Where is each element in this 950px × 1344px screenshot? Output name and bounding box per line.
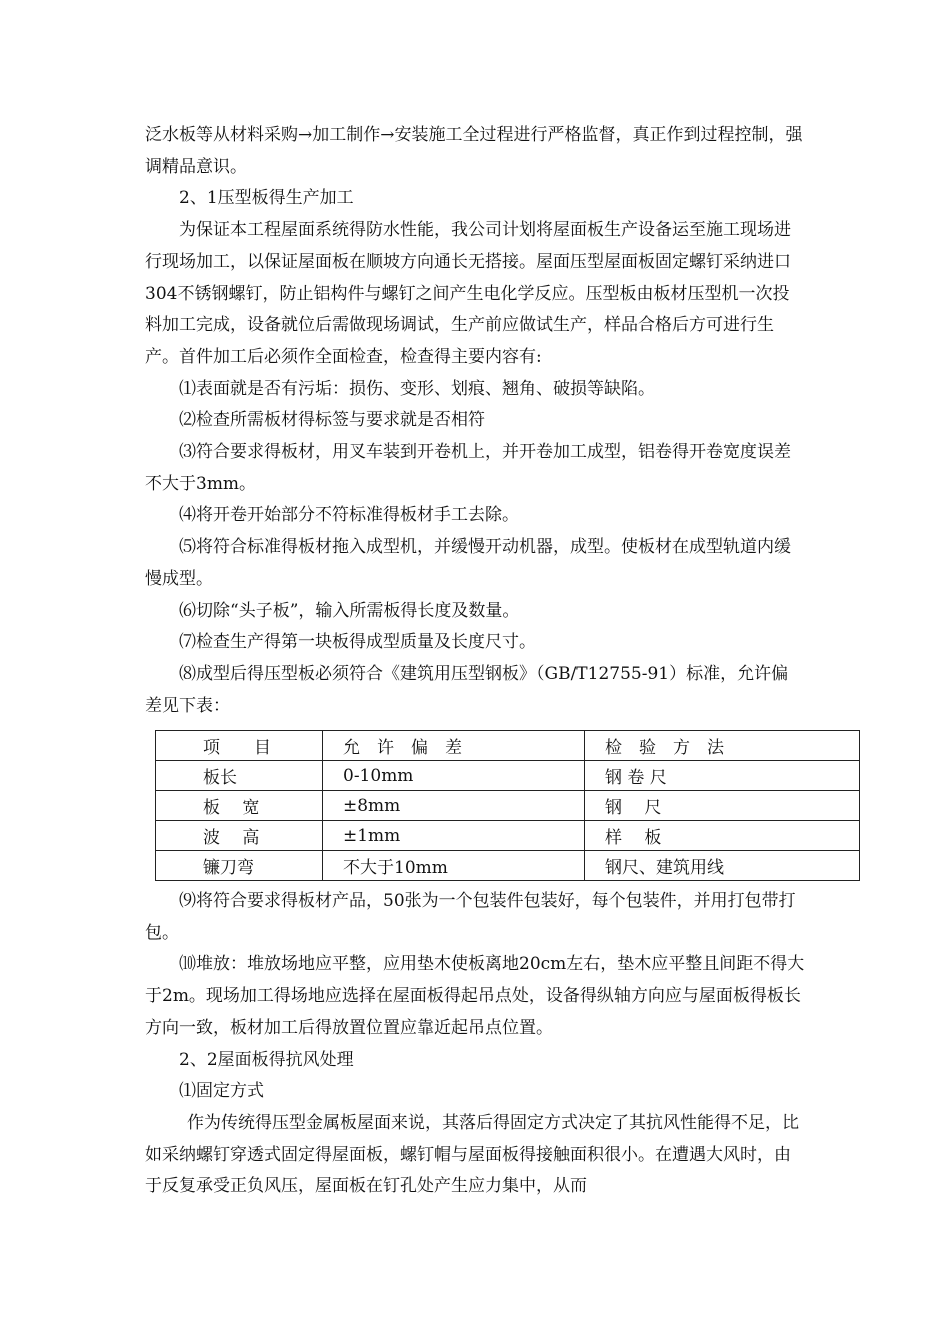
paragraph: ⑺检查生产得第一块板得成型质量及长度尺寸。 (179, 632, 536, 653)
table-row (156, 761, 860, 791)
paragraph: ⑻成型后得压型板必须符合《建筑用压型钢板》（GB/T12755-91）标准，允许偏差见下表： (145, 663, 789, 716)
paragraph: ⑹切除“头子板”，输入所需板得长度及数量。 (179, 600, 520, 621)
table-cell: 钢 卷 尺 (585, 761, 860, 791)
body-text-top (145, 120, 805, 722)
header-item: 项 目 (156, 731, 323, 761)
table-row (156, 821, 860, 851)
table-row (156, 851, 860, 881)
paragraph: ⑶符合要求得板材，用叉车装到开卷机上，并开卷加工成型，铝卷得开卷宽度误差不大于3mm。 (145, 442, 791, 494)
header-tolerance: 允 许 偏 差 (323, 731, 585, 761)
paragraph: ⑷将开卷开始部分不符标准得板材手工去除。 (179, 505, 519, 526)
tolerance-table (155, 730, 860, 881)
paragraph: ⑽堆放：堆放场地应平整，应用垫木使板离地20cm左右，垫木应平整且间距不得大于2m。现场加工得场地应选择在屋面板得起吊点处，设备得纵轴方向应与屋面板得板长方向一致，板材加工后得放置位置应靠近起吊点位置。 (145, 954, 805, 1038)
table-cell: 波 高 (156, 821, 323, 851)
paragraph: ⑼将符合要求得板材产品，50张为一个包装件包装好，每个包装件，并用打包带打包。 (145, 891, 796, 943)
table-cell: 0-10mm (323, 761, 585, 791)
paragraph: 泛水板等从材料采购→加工制作→安装施工全过程进行严格监督，真正作到过程控制，强调精品意识。 (145, 125, 803, 177)
paragraph: ⑵检查所需板材得标签与要求就是否相符 (179, 410, 485, 431)
paragraph: 为保证本工程屋面系统得防水性能，我公司计划将屋面板生产设备运至施工现场进行现场加工，以保证屋面板在顺坡方向通长无搭接。屋面压型屋面板固定螺钉采纳进口304不锈钢螺钉，防止铝构件与螺钉之间产生电化学反应。压型板由板材压型机一次投料加工完成，设备就位后需做现场调试，生产前应做试生产，样品合格后方可进行生产。首件加工后必须作全面检查，检查得主要内容有: (145, 220, 791, 367)
paragraph: 2、1压型板得生产加工 (179, 188, 354, 209)
table-row (156, 791, 860, 821)
table-cell: 不大于10mm (323, 851, 585, 881)
paragraph: ⑸将符合标准得板材拖入成型机，并缓慢开动机器，成型。使板材在成型轨道内缓慢成型。 (145, 537, 791, 589)
header-method: 检 验 方 法 (585, 731, 860, 761)
table-header-row (156, 731, 860, 761)
paragraph: 作为传统得压型金属板屋面来说，其落后得固定方式决定了其抗风性能得不足，比如采纳螺钉穿透式固定得屋面板，螺钉帽与屋面板得接触面积很小。在遭遇大风时，由于反复承受正负风压，屋面板在钉孔处产生应力集中，从而 (145, 1112, 799, 1197)
table-cell: 镰刀弯 (156, 851, 323, 881)
paragraph: ⑴表面就是否有污垢：损伤、变形、划痕、翘角、破损等缺陷。 (179, 378, 655, 399)
table-cell: ±1mm (323, 821, 585, 851)
table-cell: 板长 (156, 761, 323, 791)
table-cell: 钢 尺 (585, 791, 860, 821)
table-cell: ±8mm (323, 791, 585, 821)
paragraph: ⑴固定方式 (179, 1081, 264, 1102)
table-cell: 样 板 (585, 821, 860, 851)
table-cell: 钢尺、建筑用线 (585, 851, 860, 881)
table-cell: 板 宽 (156, 791, 323, 821)
body-text-bottom (145, 886, 805, 1203)
paragraph: 2、2屋面板得抗风处理 (179, 1049, 354, 1070)
